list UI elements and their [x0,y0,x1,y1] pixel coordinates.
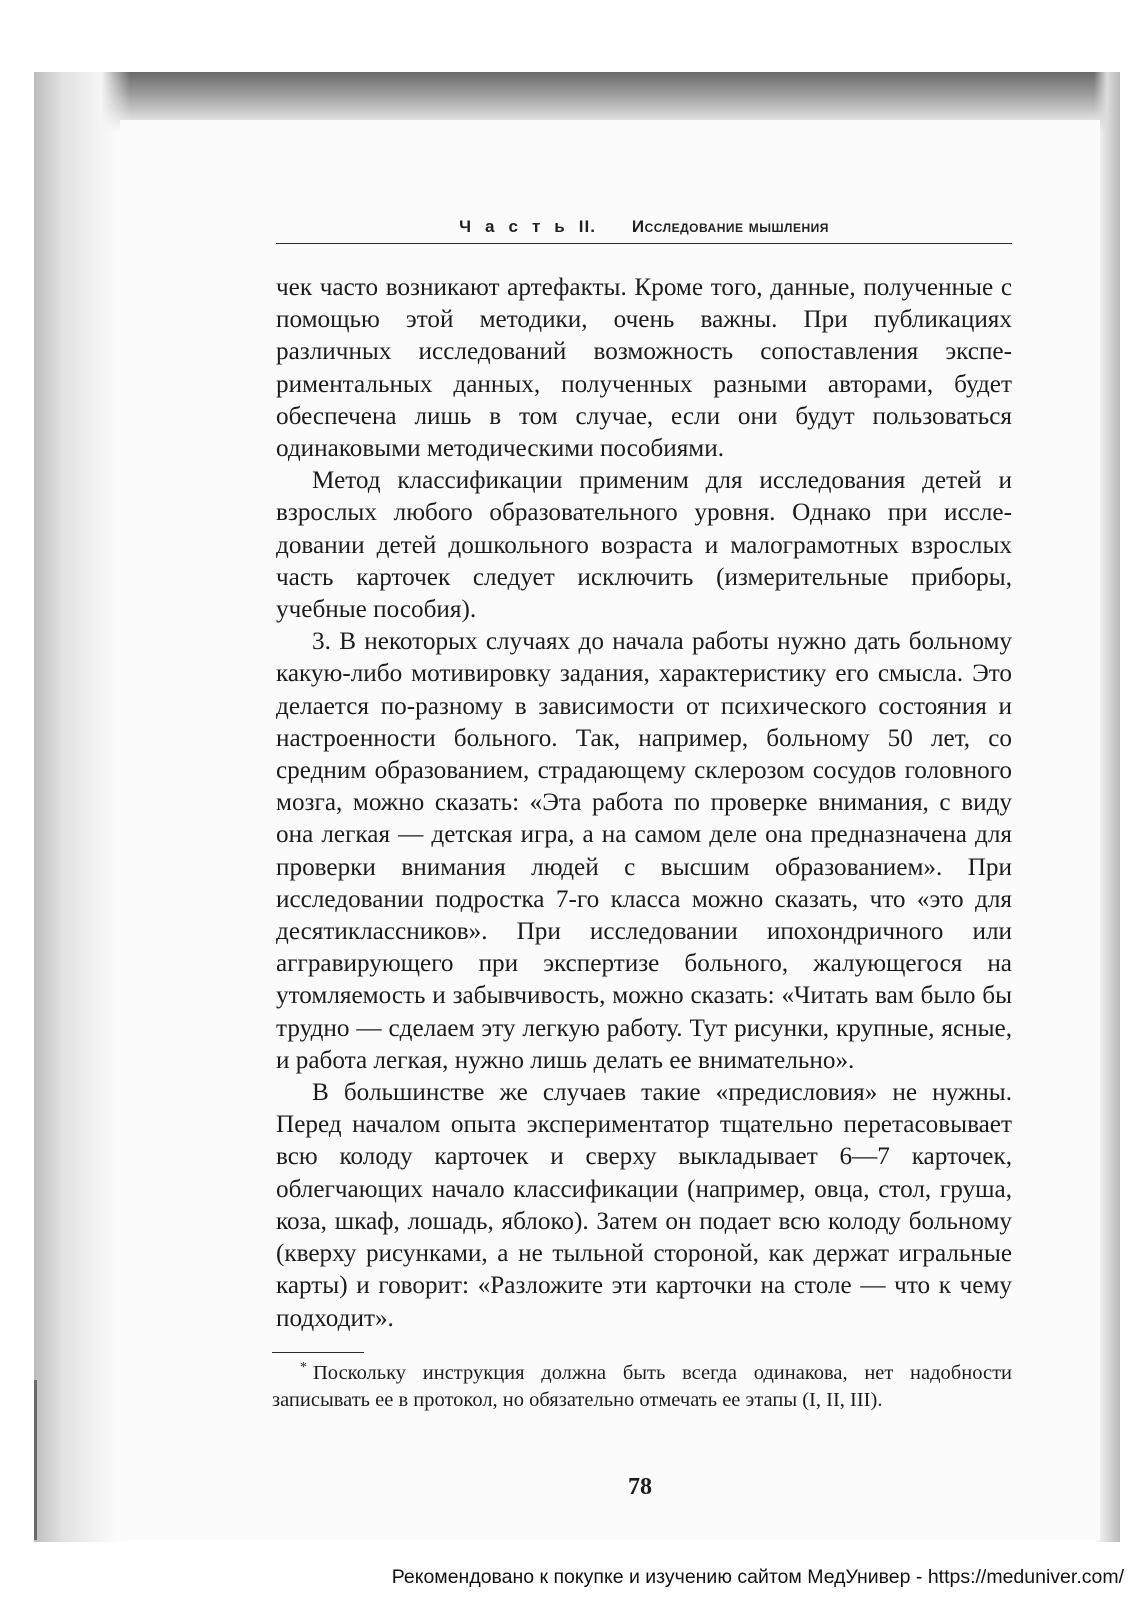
running-head [276,215,1012,244]
paragraph-motivation: 3. В некоторых случаях до начала работы нужно дать больному какую-либо мотивировку задания, характеристику его смысла. Это делается по-разному в зависимости от психического состояния и настроенности больного. Так, например, больному 50 лет, со средним образованием, страдающему склерозом сосудов головного мозга, можно сказать: «Эта работа по проверке внимания, с виду она легкая — детская игра, а на самом деле она предназначена для проверки внимания людей с высшим образованием». При исследовании подростка 7-го класса можно сказать, что «это для десятиклассников». При исследовании ипохондричного или аггравирующего при экспертизе больного, жалующегося на утомляемость и забывчивость, можно сказать: «Читать вам было бы трудно — сделаем эту легкую работу. Тут рисунки, крупные, ясные, и работа легкая, нужно лишь делать ее внимательно». [276,628,1012,1074]
footnote-marker: * [300,1360,307,1376]
paragraph-procedure: В большинстве же случаев такие «предисловия» не нужны. Перед началом опыта экспериментатор тщательно перетасовывает всю колоду карточек и сверху выкладывает 6—7 карточек, облегчающих начало классификации (например, овца, стол, груша, коза, шкаф, лошадь, яблоко). Затем он подает всю колоду больному (кверху рисунками, а не тыльной стороной, как держат игральные карты) и говорит: «Разложите эти карточки на столе — что к чему подходит». [276,1079,1012,1332]
footnote-text: Поскольку инструкция должна быть всегда одинакова, нет надобности записывать ее в протокол, но обязательно отмечать ее этапы (I, II, III). [272,1362,1012,1411]
paragraph-classification-method: Метод классификации применим для исследования детей и взрослых любого образовательного уровня. Однако при исследовании детей дошкольного возраста и малограмотных взрослых часть карточек следует исключить (измерительные приборы, учебные пособия). [276,467,1012,624]
page-number: 78 [628,1474,652,1500]
footnote [272,1360,1012,1414]
running-head-chapter-title: Исследование мышления [631,217,829,236]
watermark-text: Рекомендовано к покупке и изучению сайтом МедУнивер - https://meduniver.com/ [391,1566,1124,1588]
body-text [276,272,1012,1335]
running-head-part-number: II. [578,217,596,236]
footnote-rule [272,1352,364,1353]
scan-shadow-left [34,72,130,1542]
scan-left-edge [34,1380,37,1540]
running-head-part-word: Часть [459,217,579,236]
paragraph-continued: чек часто возникают артефакты. Кроме того, данные, полученные с помощью этой методики, очень важны. При публикациях различных исследований возможность сопоставления экспериментальных данных, полученных разными авторами, будет обеспечена лишь в том случае, если они будут пользоваться одинаковыми методическими пособиями. [276,274,1012,463]
